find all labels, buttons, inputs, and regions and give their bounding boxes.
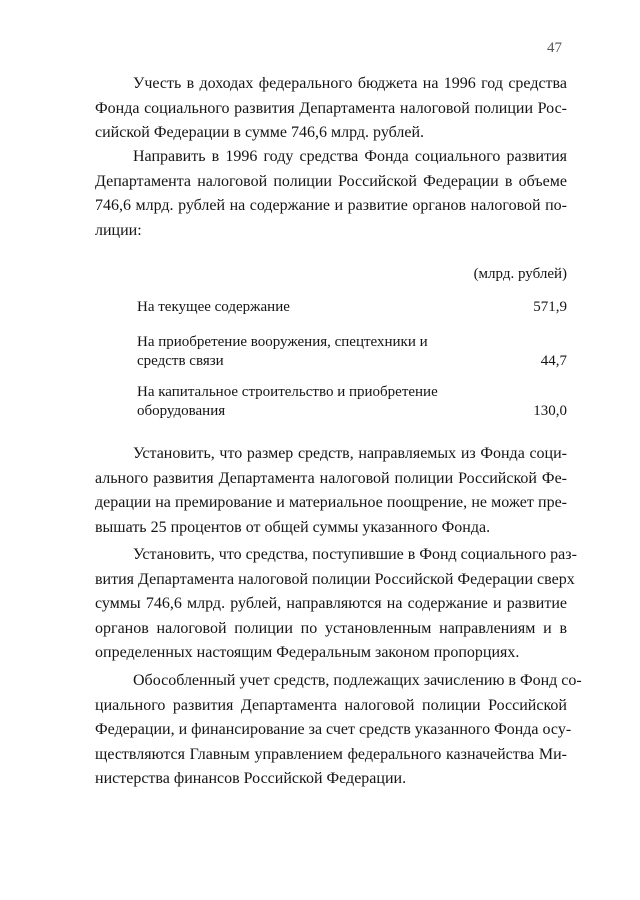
- paragraph-line: Федерации, и финансирование за счет средств указанного Фонда осу-: [95, 721, 572, 738]
- row-value: 571,9: [533, 299, 567, 315]
- row-label-line: оборудования: [137, 403, 226, 419]
- paragraph-line: Обособленный учет средств, подлежащих зачислению в Фонд со-: [133, 672, 582, 689]
- table-row: [137, 383, 567, 421]
- paragraph-line: органов налоговой полиции по установленным направлениям и в: [95, 619, 567, 637]
- row-label: [137, 383, 482, 421]
- paragraph-federal-budget-income: [95, 72, 567, 146]
- paragraph-line: Направить в 1996 году средства Фонда социального развития: [133, 148, 567, 165]
- paragraph-line: сийской Федерации в сумме 746,6 млрд. рублей.: [95, 124, 425, 141]
- paragraph-line: ального развития Департамента налоговой полиции Российской Фе-: [95, 469, 567, 487]
- row-label: [137, 298, 482, 317]
- paragraph-line: Установить, что средства, поступившие в Фонд социального раз-: [133, 546, 577, 563]
- row-value: 130,0: [533, 403, 567, 419]
- paragraph-line: Установить, что размер средств, направляемых из Фонда соци-: [133, 445, 567, 462]
- paragraph-line: определенных настоящим Федеральным законом пропорциях.: [95, 644, 520, 661]
- paragraph-bonus-limit: [95, 442, 567, 540]
- paragraph-excess-funds: [95, 543, 577, 666]
- table-row: [137, 333, 567, 371]
- paragraph-separate-accounting: [95, 669, 582, 792]
- row-label: [137, 333, 482, 371]
- paragraph-line: нистерства финансов Российской Федерации.: [95, 770, 407, 787]
- paragraph-line: 746,6 млрд. рублей на содержание и развитие органов налоговой по-: [95, 197, 567, 214]
- row-label-line: На приобретение вооружения, спецтехники и: [137, 334, 428, 350]
- paragraph-line: ществляются Главным управлением федерального казначейства Ми-: [95, 745, 567, 763]
- table-row: [137, 298, 567, 317]
- row-label-line: средств связи: [137, 353, 224, 369]
- paragraph-fund-allocation: [95, 145, 567, 243]
- paragraph-line: циального развития Департамента налоговой полиции Российской: [95, 696, 567, 714]
- paragraph-line: суммы 746,6 млрд. рублей, направляются на содержание и развитие: [95, 595, 567, 612]
- row-value: 44,7: [540, 353, 567, 369]
- paragraph-line: лиции:: [95, 221, 142, 239]
- paragraph-line: Фонда социального развития Департамента налоговой полиции Рос-: [95, 99, 567, 117]
- page-number: 47: [547, 40, 562, 56]
- row-label-line: На капитальное строительство и приобретение: [137, 384, 438, 400]
- paragraph-line: дерации на премирование и материальное поощрение, не может пре-: [95, 494, 567, 511]
- paragraph-line: Учесть в доходах федерального бюджета на 1996 год средства: [133, 75, 567, 92]
- paragraph-line: вышать 25 процентов от общей суммы указанного Фонда.: [95, 518, 491, 536]
- row-label-line: На текущее содержание: [137, 299, 290, 315]
- paragraph-line: Департамента налоговой полиции Российской Федерации в объеме: [95, 172, 567, 190]
- table-unit-label: (млрд. рублей): [473, 266, 567, 282]
- paragraph-line: вития Департамента налоговой полиции Российской Федерации сверх: [95, 570, 575, 588]
